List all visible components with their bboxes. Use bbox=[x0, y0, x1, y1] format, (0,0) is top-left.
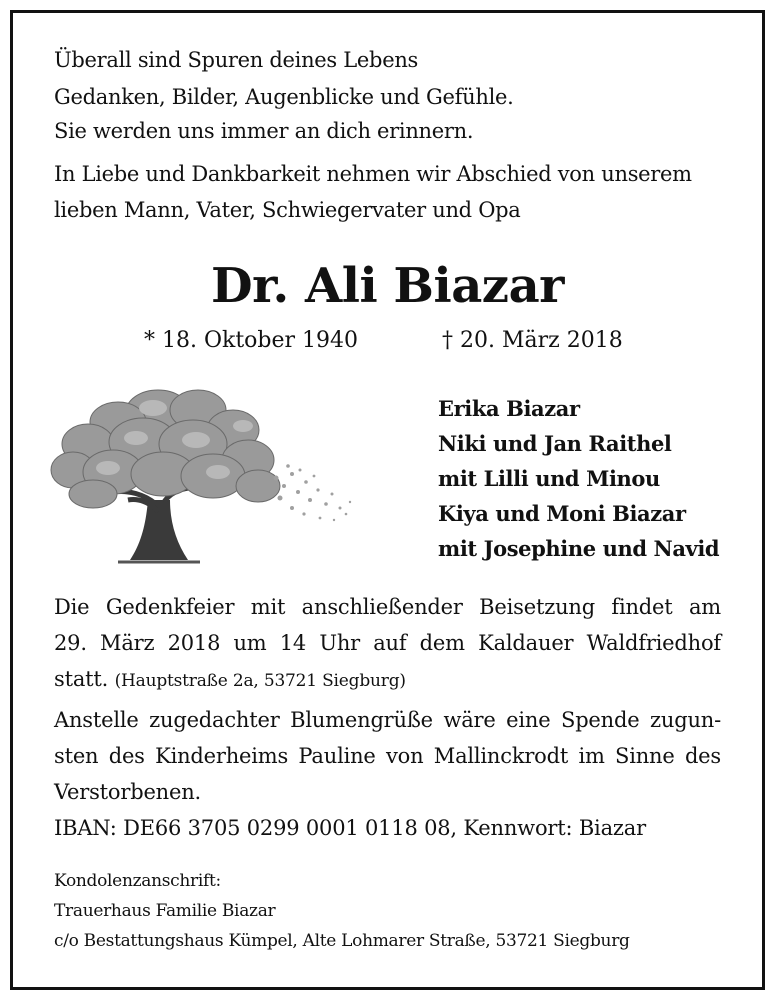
ceremony-line-3 bbox=[54, 661, 721, 699]
condolence-line-2: c/o Bestattungshaus Kümpel, Alte Lohmarer Straße, 53721 Siegburg bbox=[54, 931, 630, 951]
donation-line-1: Anstelle zugedachter Blumengrüße wäre eine Spende zugun- bbox=[54, 708, 721, 732]
ceremony-line-2: 29. März 2018 um 14 Uhr auf dem Kaldauer Waldfriedhof bbox=[54, 631, 721, 655]
deceased-name: Dr. Ali Biazar bbox=[211, 258, 564, 314]
tree-illustration bbox=[48, 382, 358, 572]
poem-line-2: Gedanken, Bilder, Augenblicke und Gefühle. bbox=[54, 85, 514, 109]
poem-line-1: Überall sind Spuren deines Lebens bbox=[54, 48, 419, 72]
intro-line-2: lieben Mann, Vater, Schwiegervater und Opa bbox=[54, 198, 521, 222]
donation-line-2: sten des Kinderheims Pauline von Mallinckrodt im Sinne des bbox=[54, 744, 721, 768]
death-date: † 20. März 2018 bbox=[442, 328, 623, 353]
family-member-1: Erika Biazar bbox=[438, 396, 580, 421]
birth-date: * 18. Oktober 1940 bbox=[144, 328, 359, 353]
ceremony-statt: statt. bbox=[54, 667, 109, 691]
family-member-3: mit Lilli und Minou bbox=[438, 466, 660, 491]
donation-paragraph bbox=[54, 702, 721, 846]
ceremony-line-1: Die Gedenkfeier mit anschließender Beisetzung findet am bbox=[54, 595, 721, 619]
cemetery-address: (Hauptstraße 2a, 53721 Siegburg) bbox=[114, 671, 406, 691]
family-member-5: mit Josephine und Navid bbox=[438, 536, 720, 561]
intro-line-1: In Liebe und Dankbarkeit nehmen wir Abschied von unserem bbox=[54, 162, 692, 186]
poem-line-3: Sie werden uns immer an dich erinnern. bbox=[54, 119, 474, 143]
ceremony-paragraph bbox=[54, 589, 721, 699]
condolence-heading: Kondolenzanschrift: bbox=[54, 871, 221, 891]
donation-line-3: Verstorbenen. bbox=[54, 780, 202, 804]
iban-line: IBAN: DE66 3705 0299 0001 0118 08, Kennwort: Biazar bbox=[54, 816, 646, 840]
condolence-line-1: Trauerhaus Familie Biazar bbox=[54, 901, 276, 921]
family-member-2: Niki und Jan Raithel bbox=[438, 431, 672, 456]
family-member-4: Kiya und Moni Biazar bbox=[438, 501, 686, 526]
